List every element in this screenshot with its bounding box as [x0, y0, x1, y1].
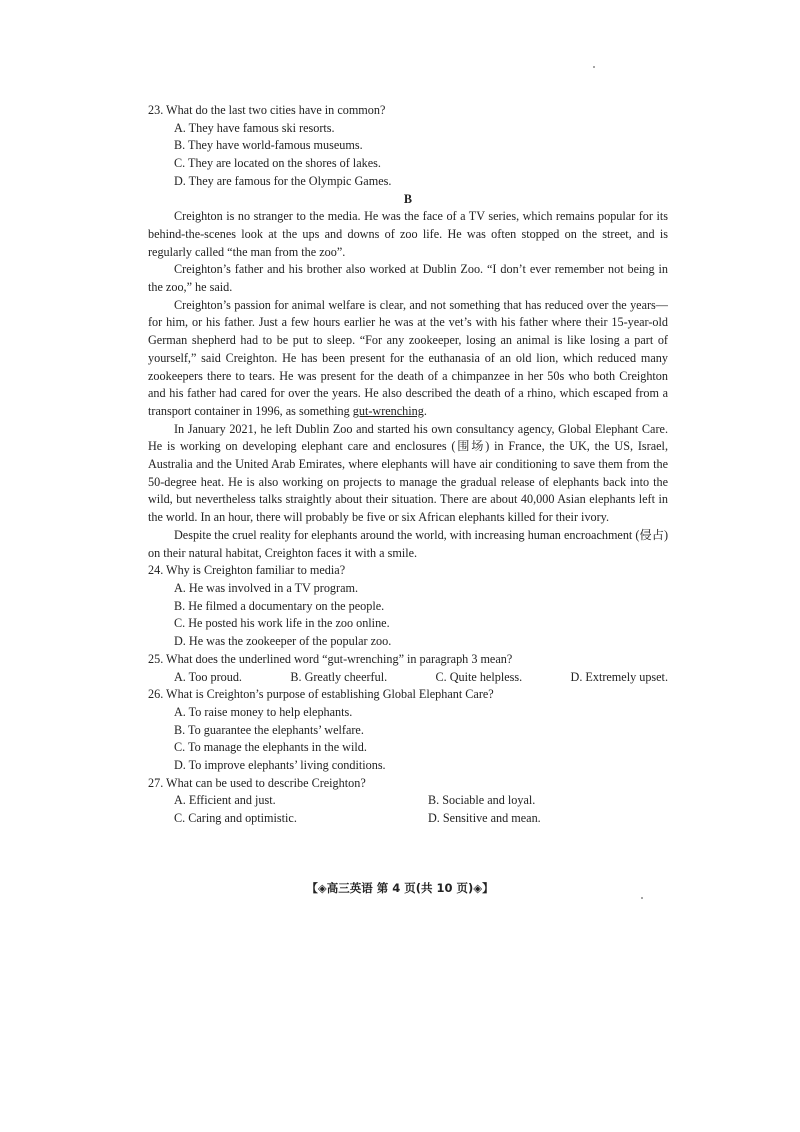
question-25: [148, 651, 668, 686]
question-25-text: 25. What does the underlined word “gut-wrenching” in paragraph 3 mean?: [148, 651, 513, 666]
question-25-option-a: A. Too proud.: [174, 669, 242, 684]
question-26-option-b: B. To guarantee the elephants’ welfare.: [174, 722, 364, 737]
passage-paragraph-2: Creighton’s father and his brother also worked at Dublin Zoo. “I don’t ever remember not being in the zoo,” he said.: [148, 262, 668, 295]
paragraph-3-text: Creighton’s passion for animal welfare is clear, and not something that has reduced over the years—for him, or his father. Just a few hours earlier he was at the vet’s with his father where their 15-year-old German shepherd had to be put to sleep. “For any zookeeper, losing an animal is like losing a part of yourself,” said Creighton. He has been present for the euthanasia of an old lion, which reduced many zookeepers there to tears. He was present for the death of a chimpanzee in her 50s who both Creighton and his father had cared for over the years. He also described the death of a rhino, which escaped from a transport container in 1996, as something: [148, 297, 668, 418]
question-24-option-d: D. He was the zookeeper of the popular zoo.: [174, 634, 392, 649]
question-27-text: 27. What can be used to describe Creighton?: [148, 775, 366, 790]
question-26-option-a: A. To raise money to help elephants.: [174, 704, 353, 719]
question-24-option-b: B. He filmed a documentary on the people.: [174, 598, 385, 613]
question-24-option-c: C. He posted his work life in the zoo online.: [174, 616, 390, 631]
question-27-option-d: D. Sensitive and mean.: [428, 811, 541, 826]
question-23-option-d: D. They are famous for the Olympic Games.: [174, 173, 392, 188]
reading-passage: [148, 208, 668, 562]
question-23-option-b: B. They have world-famous museums.: [174, 138, 363, 153]
question-27-options: [174, 792, 668, 827]
question-27-option-b: B. Sociable and loyal.: [428, 793, 536, 808]
scan-speck: [593, 66, 595, 68]
page-content: [148, 102, 668, 828]
question-27-option-c: C. Caring and optimistic.: [174, 811, 297, 826]
question-23-option-a: A. They have famous ski resorts.: [174, 120, 335, 135]
section-heading-b: B: [403, 191, 413, 206]
question-24-text: 24. Why is Creighton familiar to media?: [148, 563, 346, 578]
question-25-option-d: D. Extremely upset.: [570, 669, 668, 684]
question-25-option-c: C. Quite helpless.: [435, 669, 523, 684]
question-24: [148, 562, 668, 651]
question-27-option-a: A. Efficient and just.: [174, 793, 276, 808]
question-24-option-a: A. He was involved in a TV program.: [174, 580, 359, 595]
passage-paragraph-4: In January 2021, he left Dublin Zoo and started his own consultancy agency, Global Elephant Care. He is working on developing elephant care and enclosures (围场) in France, the UK, the US, Israel, Australia and the United Arab Emirates, where elephants will have air conditioning to save them from the 50-degree heat. He is also working on projects to manage the gradual release of elephants back into the wild, but nevertheless talks straightly about their situation. There are about 40,000 Asian elephants left in the world. In an hour, there will probably be five or six African elephants killed for their ivory.: [148, 421, 668, 525]
question-25-options: [174, 669, 668, 687]
question-26-option-c: C. To manage the elephants in the wild.: [174, 740, 367, 755]
question-26: [148, 686, 668, 775]
paragraph-3-end: .: [423, 403, 427, 418]
question-25-option-b: B. Greatly cheerful.: [290, 669, 388, 684]
passage-paragraph-1: Creighton is no stranger to the media. He was the face of a TV series, which remains popular for its behind-the-scenes look at the ups and downs of zoo life. He was often stopped on the street, and is regularly called “the man from the zoo”.: [148, 209, 668, 259]
question-26-text: 26. What is Creighton’s purpose of establishing Global Elephant Care?: [148, 687, 494, 702]
scan-speck: [641, 897, 643, 899]
question-23: [148, 102, 668, 191]
question-23-text: 23. What do the last two cities have in common?: [148, 103, 386, 117]
passage-paragraph-3: [148, 297, 668, 421]
underlined-word: gut-wrenching: [352, 403, 424, 418]
passage-paragraph-5: Despite the cruel reality for elephants around the world, with increasing human encroachment (侵占) on their natural habitat, Creighton faces it with a smile.: [148, 527, 668, 560]
page-footer: 【◈高三英语 第 4 页(共 10 页)◈】: [306, 881, 494, 895]
question-23-option-c: C. They are located on the shores of lakes.: [174, 156, 381, 171]
question-27: [148, 775, 668, 828]
question-26-option-d: D. To improve elephants’ living conditions.: [174, 758, 386, 773]
